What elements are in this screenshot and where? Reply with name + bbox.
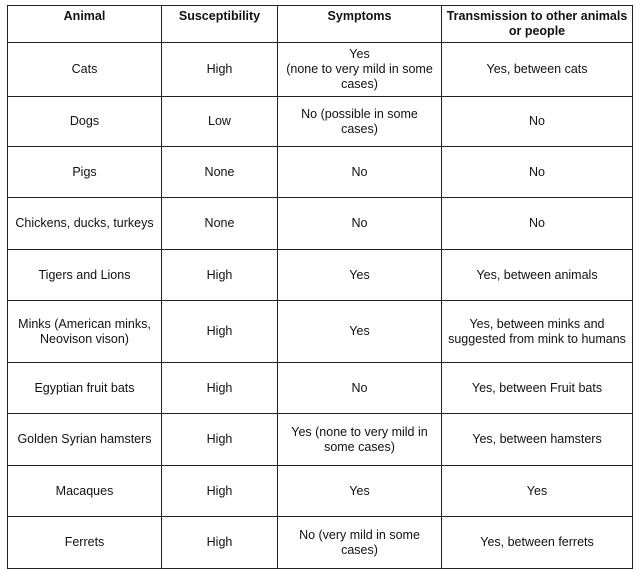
cell-symptoms: No (very mild in some cases)	[278, 517, 442, 569]
cell-susceptibility: High	[162, 517, 278, 569]
cell-animal: Minks (American minks, Neovison vison)	[8, 301, 162, 363]
table-container	[7, 5, 632, 557]
table-row	[8, 517, 633, 569]
cell-susceptibility: High	[162, 363, 278, 414]
cell-symptoms: No	[278, 198, 442, 250]
table-row	[8, 198, 633, 250]
cell-transmission: Yes, between Fruit bats	[442, 363, 633, 414]
table-row	[8, 414, 633, 466]
cell-transmission: Yes, between hamsters	[442, 414, 633, 466]
cell-transmission: No	[442, 198, 633, 250]
cell-animal: Ferrets	[8, 517, 162, 569]
animal-susceptibility-table	[7, 5, 633, 569]
table-row	[8, 363, 633, 414]
table-row	[8, 250, 633, 301]
cell-susceptibility: None	[162, 198, 278, 250]
table-row	[8, 466, 633, 517]
cell-animal: Cats	[8, 43, 162, 97]
cell-susceptibility: High	[162, 43, 278, 97]
cell-transmission: Yes, between minks and suggested from mink to humans	[442, 301, 633, 363]
cell-susceptibility: High	[162, 250, 278, 301]
cell-animal: Egyptian fruit bats	[8, 363, 162, 414]
cell-symptoms: No (possible in some cases)	[278, 97, 442, 147]
cell-susceptibility: Low	[162, 97, 278, 147]
cell-animal: Macaques	[8, 466, 162, 517]
header-animal: Animal	[8, 6, 162, 43]
cell-symptoms: Yes (none to very mild in some cases)	[278, 414, 442, 466]
table-row	[8, 97, 633, 147]
table-row	[8, 301, 633, 363]
cell-symptoms: Yes	[278, 466, 442, 517]
cell-animal: Tigers and Lions	[8, 250, 162, 301]
cell-animal: Pigs	[8, 147, 162, 198]
table-row	[8, 147, 633, 198]
cell-animal: Dogs	[8, 97, 162, 147]
cell-susceptibility: High	[162, 301, 278, 363]
table-header-row	[8, 6, 633, 43]
cell-transmission: Yes, between ferrets	[442, 517, 633, 569]
cell-animal: Chickens, ducks, turkeys	[8, 198, 162, 250]
header-symptoms: Symptoms	[278, 6, 442, 43]
cell-transmission: No	[442, 147, 633, 198]
cell-animal: Golden Syrian hamsters	[8, 414, 162, 466]
cell-susceptibility: None	[162, 147, 278, 198]
cell-transmission: No	[442, 97, 633, 147]
cell-symptoms: No	[278, 363, 442, 414]
cell-transmission: Yes, between cats	[442, 43, 633, 97]
table-row	[8, 43, 633, 97]
cell-symptoms: Yes	[278, 250, 442, 301]
cell-transmission: Yes	[442, 466, 633, 517]
cell-transmission: Yes, between animals	[442, 250, 633, 301]
header-susceptibility: Susceptibility	[162, 6, 278, 43]
cell-susceptibility: High	[162, 466, 278, 517]
cell-susceptibility: High	[162, 414, 278, 466]
cell-symptoms: No	[278, 147, 442, 198]
cell-symptoms: Yes (none to very mild in some cases)	[278, 43, 442, 97]
header-transmission: Transmission to other animals or people	[442, 6, 633, 43]
cell-symptoms: Yes	[278, 301, 442, 363]
